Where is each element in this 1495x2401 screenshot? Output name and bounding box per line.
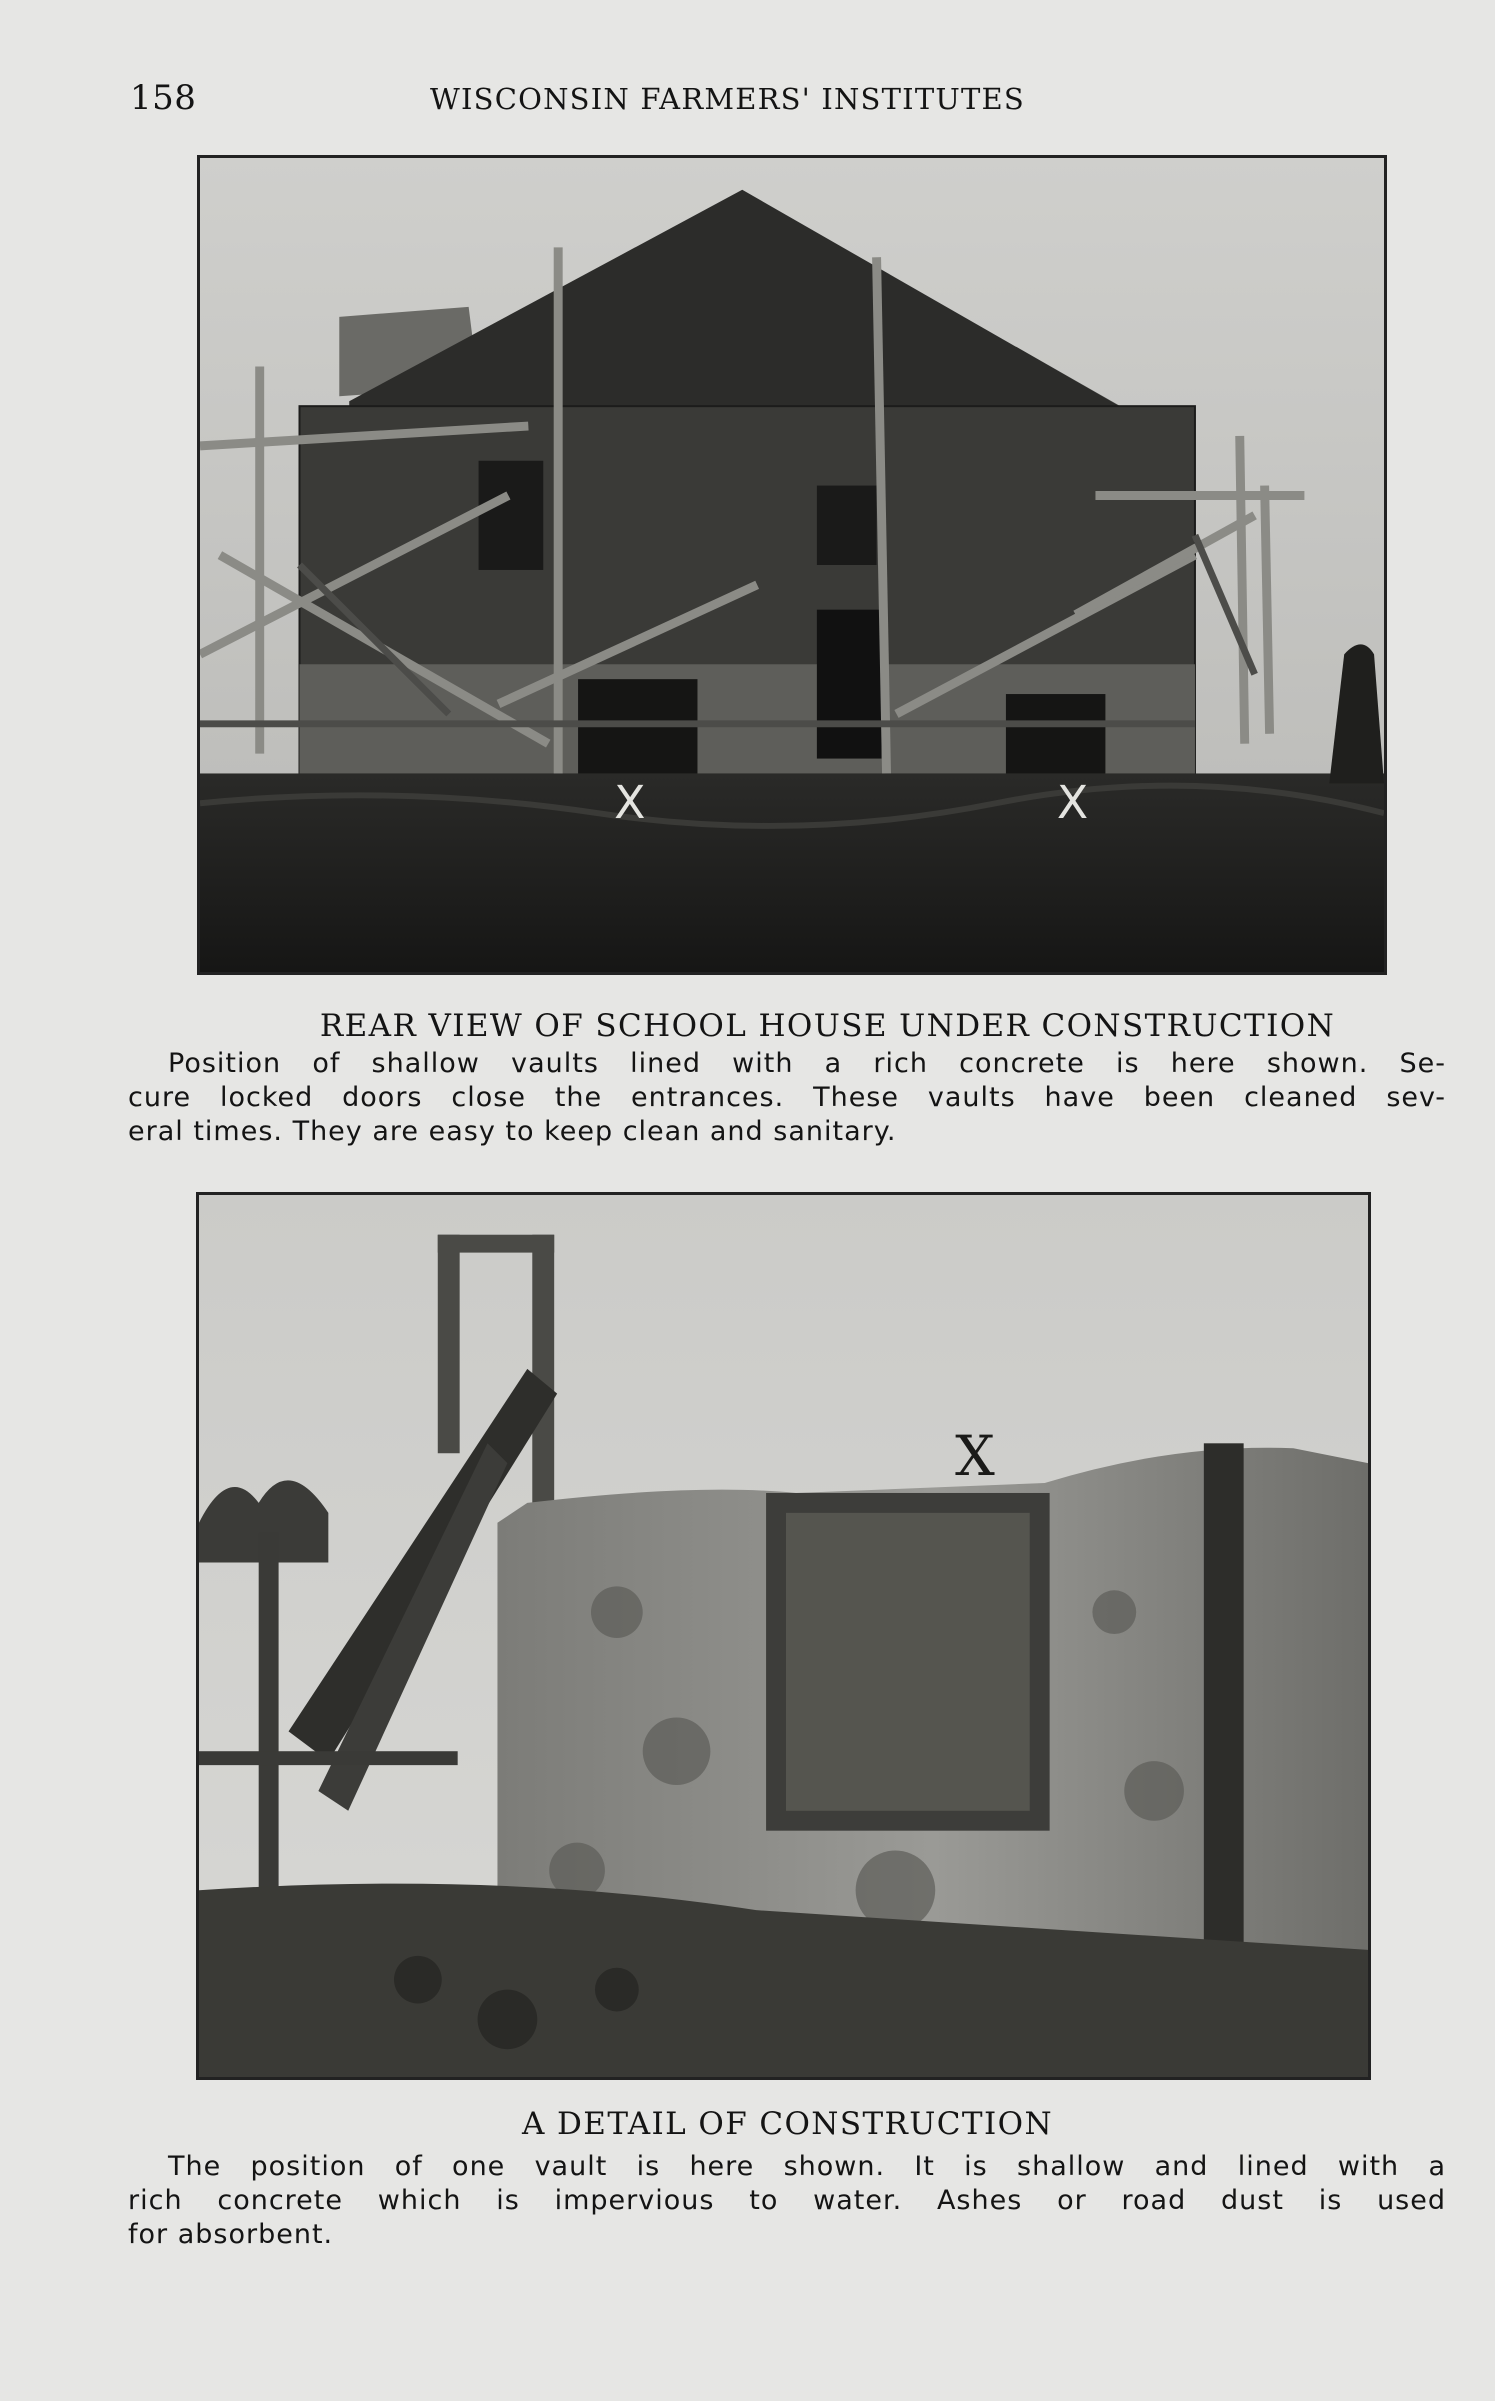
- page-number: 158: [130, 78, 197, 118]
- school-house-illustration: [200, 158, 1384, 972]
- caption-line: rich concrete which is impervious to water. Ashes or road dust is used: [128, 2185, 1446, 2216]
- figure-2-caption-body: [128, 2150, 1446, 2252]
- caption-line: for absorbent.: [128, 2219, 334, 2250]
- running-head: WISCONSIN FARMERS' INSTITUTES: [430, 82, 1025, 116]
- vault-mark-left: X: [614, 776, 646, 830]
- figure-1-caption-title: REAR VIEW OF SCHOOL HOUSE UNDER CONSTRUCTION: [319, 1008, 1336, 1044]
- vault-mark: X: [955, 1424, 995, 1490]
- caption-line: eral times. They are easy to keep clean and sanitary.: [128, 1116, 897, 1147]
- caption-line: cure locked doors close the entrances. These vaults have been cleaned sev-: [128, 1082, 1446, 1113]
- vault-mark-right: X: [1056, 776, 1089, 830]
- caption-line: The position of one vault is here shown. It is shallow and lined with a: [168, 2151, 1446, 2182]
- figure-2-caption-title: A DETAIL OF CONSTRUCTION: [522, 2106, 1053, 2142]
- caption-line: Position of shallow vaults lined with a rich concrete is here shown. Se-: [168, 1048, 1446, 1079]
- photo-rear-view-school-house: [197, 155, 1387, 975]
- photo-detail-of-construction: [196, 1192, 1371, 2080]
- page-header: [130, 78, 1400, 122]
- figure-1-caption-body: [128, 1047, 1446, 1149]
- vault-wall-illustration: [199, 1195, 1368, 2077]
